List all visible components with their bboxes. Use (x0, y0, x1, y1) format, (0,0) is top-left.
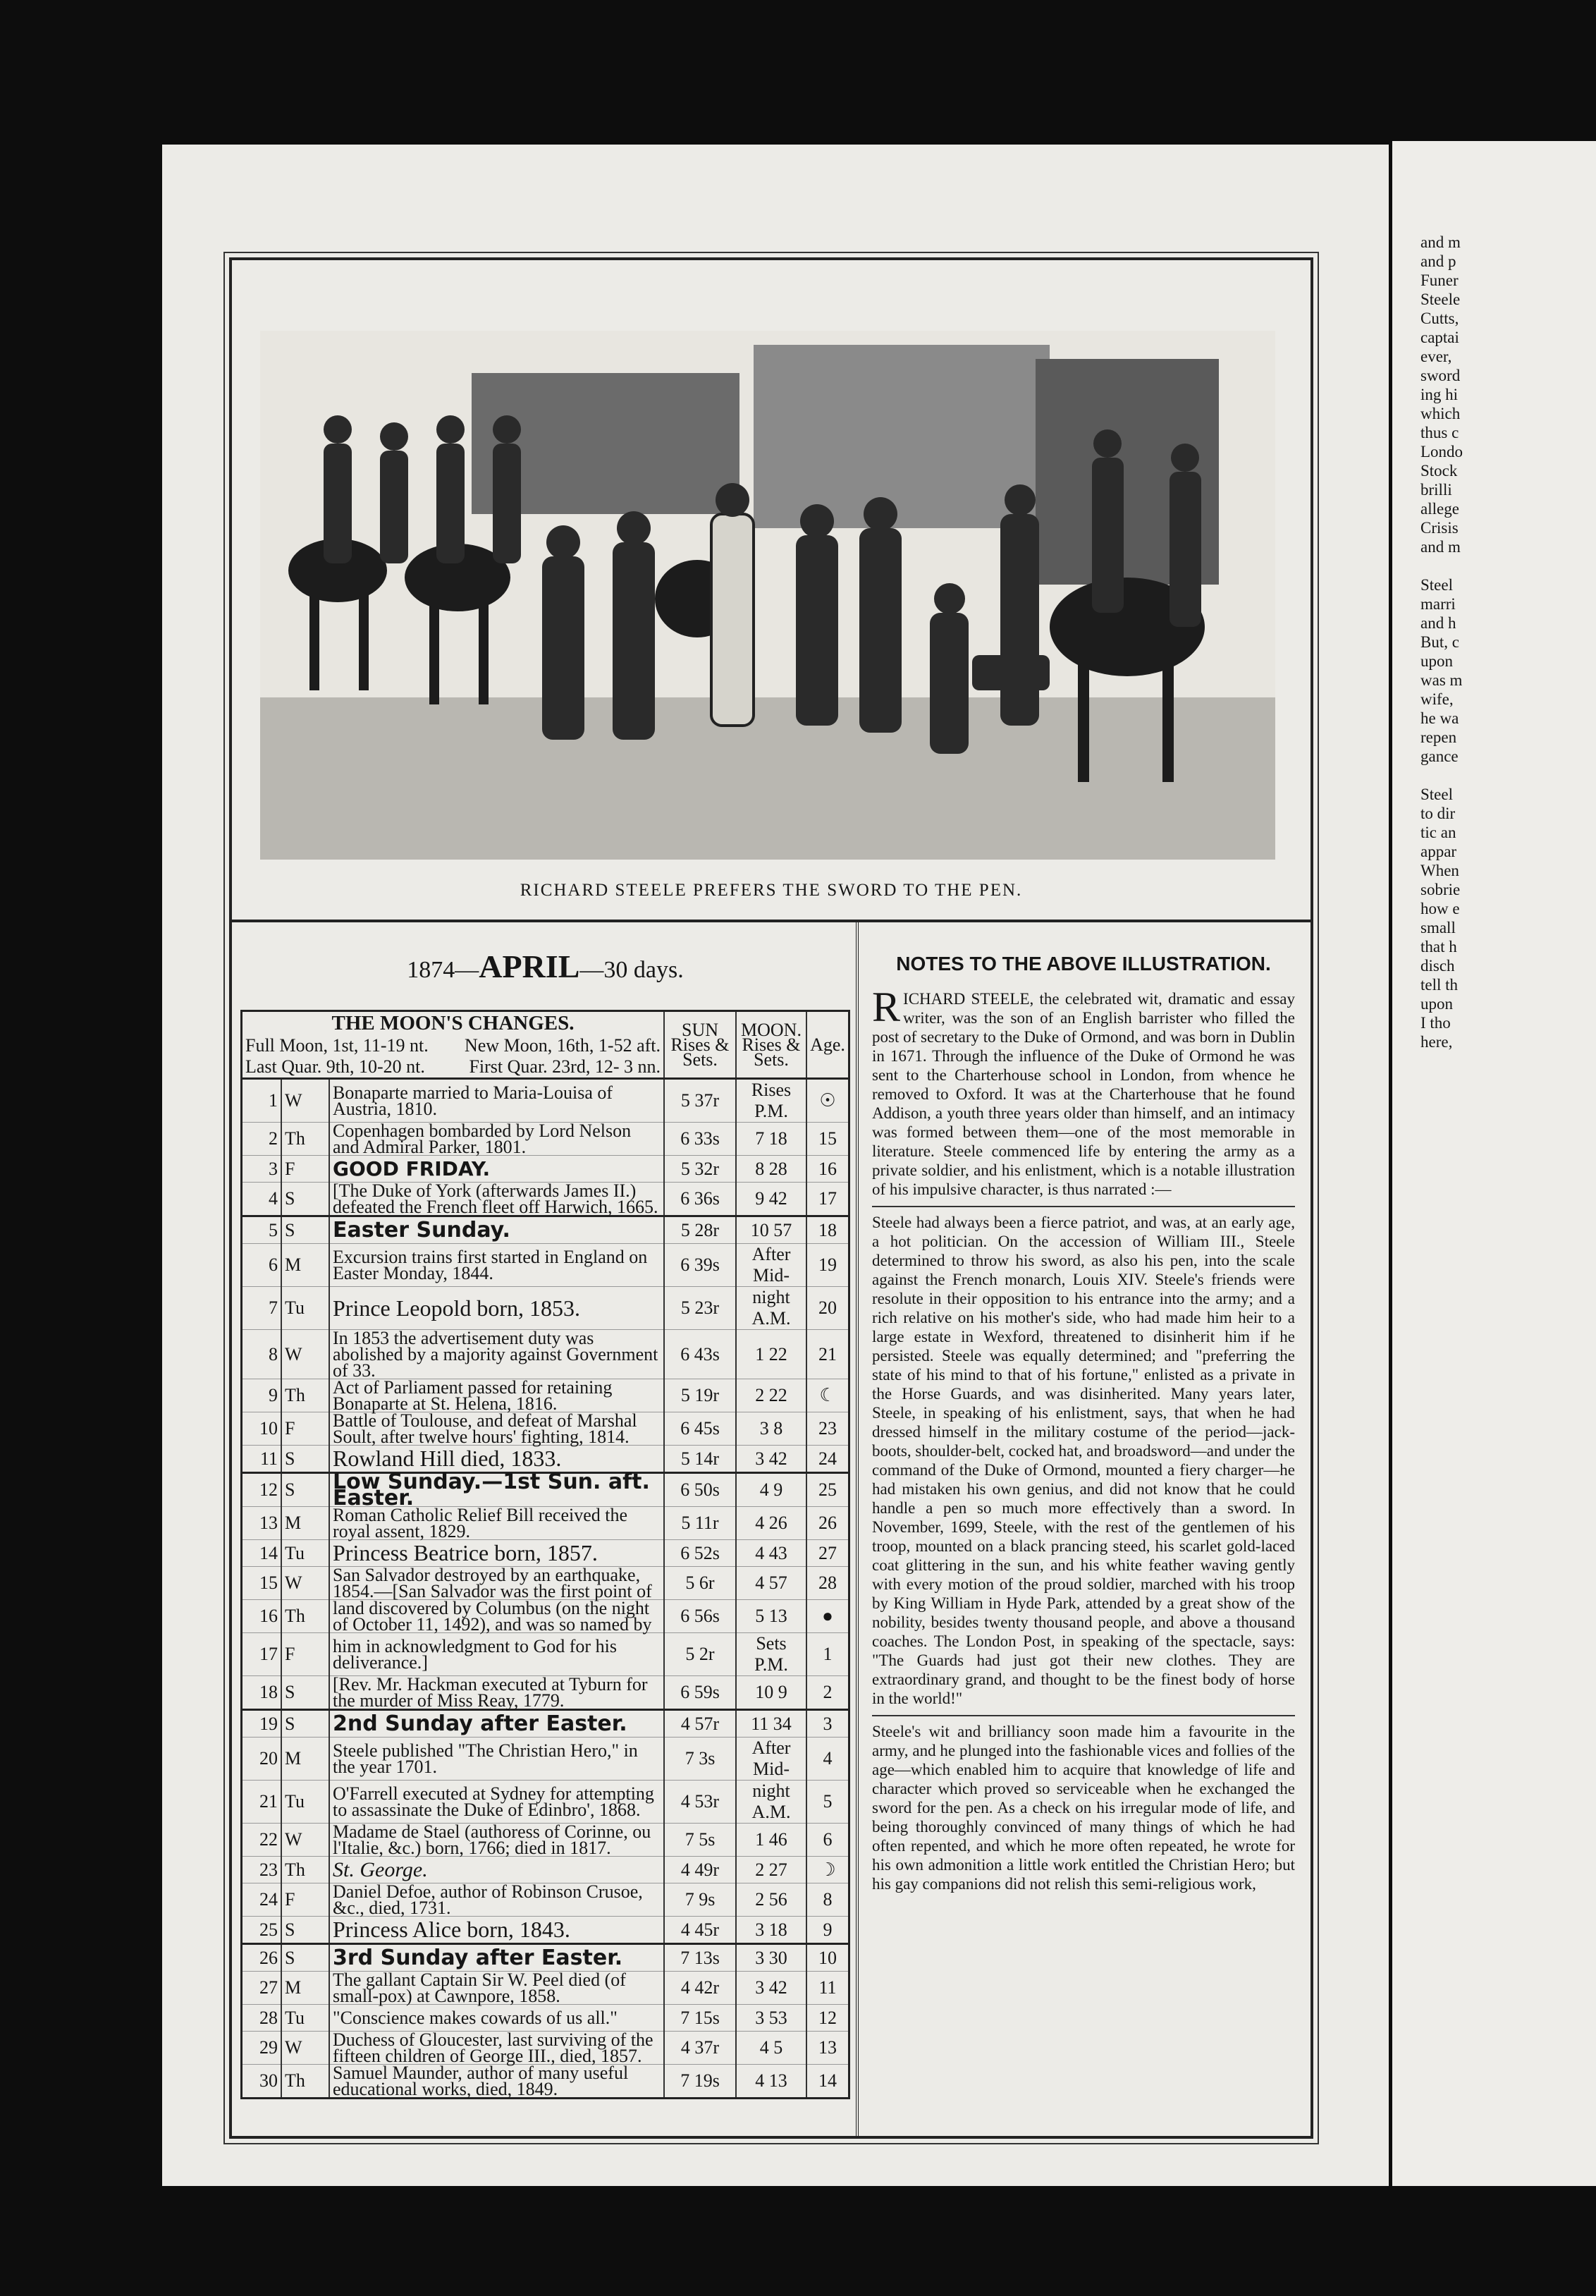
sun-time: 4 49r (664, 1857, 736, 1883)
moon-age: 20 (806, 1287, 849, 1330)
right-page-line: upon (1420, 995, 1453, 1013)
calendar-day-row (242, 2065, 849, 2099)
calendar-day-row (242, 1446, 849, 1473)
right-page-line: I tho (1420, 1014, 1451, 1032)
moon-time: 4 13 (736, 2065, 806, 2099)
sun-time: 5 32r (664, 1156, 736, 1183)
moon-age: 1 (806, 1633, 849, 1676)
calendar-day-row (242, 1540, 849, 1567)
weekday: Th (281, 1857, 329, 1883)
sun-header: SUN Rises & Sets. (664, 1011, 736, 1079)
calendar-day-row (242, 1600, 849, 1633)
day-number: 4 (242, 1183, 282, 1216)
calendar-day-row (242, 1781, 849, 1824)
weekday: F (281, 1156, 329, 1183)
right-page-line: brilli (1420, 481, 1452, 499)
weekday: S (281, 1710, 329, 1738)
moon-time: 10 9 (736, 1676, 806, 1710)
weekday: W (281, 1824, 329, 1857)
weekday: S (281, 1917, 329, 1944)
calendar-title (240, 948, 850, 985)
calendar-month: APRIL (479, 948, 580, 984)
moon-age: 10 (806, 1944, 849, 1972)
day-number: 14 (242, 1540, 282, 1567)
calendar-day-row (242, 1244, 849, 1287)
calendar-day-row (242, 1676, 849, 1710)
weekday: M (281, 1738, 329, 1781)
right-page-line: and h (1420, 614, 1456, 632)
moon-age: 25 (806, 1473, 849, 1507)
day-number: 7 (242, 1287, 282, 1330)
calendar-day-row (242, 1883, 849, 1917)
calendar-day-row (242, 1857, 849, 1883)
day-event: Bonaparte married to Maria-Louisa of Austria, 1810. (329, 1079, 664, 1123)
left-page (162, 145, 1389, 2186)
right-page-line: and m (1420, 538, 1461, 556)
moon-age: 18 (806, 1216, 849, 1244)
moon-age: 14 (806, 2065, 849, 2099)
day-number: 1 (242, 1079, 282, 1123)
day-event: Easter Sunday. (329, 1216, 664, 1244)
moon-age: 12 (806, 2005, 849, 2032)
right-page-line: upon (1420, 652, 1453, 670)
moon-changes-title: THE MOON'S CHANGES. (331, 1012, 575, 1034)
notes-section (872, 937, 1295, 1900)
day-number: 22 (242, 1824, 282, 1857)
day-event: Copenhagen bombarded by Lord Nelson and Admiral Parker, 1801. (329, 1123, 664, 1156)
day-event: Prince Leopold born, 1853. (329, 1287, 664, 1330)
sun-time: 6 36s (664, 1183, 736, 1216)
moon-age: 19 (806, 1244, 849, 1287)
day-event: Princess Alice born, 1843. (329, 1917, 664, 1944)
moon-age: 2 (806, 1676, 849, 1710)
moon-time: 3 42 (736, 1972, 806, 2005)
right-page-line: disch (1420, 957, 1455, 975)
day-number: 3 (242, 1156, 282, 1183)
moon-time: Rises P.M. (736, 1079, 806, 1123)
right-page-line: sword (1420, 367, 1461, 384)
moon-age: 6 (806, 1824, 849, 1857)
day-number: 26 (242, 1944, 282, 1972)
weekday: M (281, 1972, 329, 2005)
right-page-line: Funer (1420, 271, 1459, 289)
moon-time: 1 22 (736, 1330, 806, 1379)
sun-time: 7 5s (664, 1824, 736, 1857)
moon-time: Sets P.M. (736, 1633, 806, 1676)
sun-time: 6 45s (664, 1412, 736, 1446)
sun-time: 4 57r (664, 1710, 736, 1738)
day-event: him in acknowledgment to God for his deliverance.] (329, 1633, 664, 1676)
day-event: Roman Catholic Relief Bill received the royal assent, 1829. (329, 1507, 664, 1540)
day-number: 18 (242, 1676, 282, 1710)
sun-time: 5 23r (664, 1287, 736, 1330)
right-page-line: captai (1420, 329, 1459, 346)
sun-time: 4 42r (664, 1972, 736, 2005)
right-page-line: here, (1420, 1033, 1453, 1051)
moon-age: 16 (806, 1156, 849, 1183)
moon-time: 4 57 (736, 1567, 806, 1600)
moon-age: 3 (806, 1710, 849, 1738)
right-page-line: Steele (1420, 291, 1461, 308)
day-event: [Rev. Mr. Hackman executed at Tyburn for the murder of Miss Reay, 1779. (329, 1676, 664, 1710)
sun-time: 7 9s (664, 1883, 736, 1917)
calendar-days (242, 1079, 849, 2099)
right-page-line (1420, 766, 1463, 785)
weekday: W (281, 1567, 329, 1600)
sun-time: 5 37r (664, 1079, 736, 1123)
day-event: Princess Beatrice born, 1857. (329, 1540, 664, 1567)
weekday: Th (281, 2065, 329, 2099)
day-number: 27 (242, 1972, 282, 2005)
weekday: Th (281, 1123, 329, 1156)
moon-age: 15 (806, 1123, 849, 1156)
column-divider (856, 920, 859, 2136)
moon-time: After Mid- (736, 1738, 806, 1781)
weekday: Tu (281, 2005, 329, 2032)
calendar-section (240, 930, 850, 2099)
day-number: 8 (242, 1330, 282, 1379)
day-event: In 1853 the advertisement duty was abolished by a majority against Government of 33. (329, 1330, 664, 1379)
moon-changes-cell (242, 1011, 665, 1079)
moon-header: MOON. Rises & Sets. (736, 1011, 806, 1079)
right-page-line: small (1420, 919, 1456, 936)
right-page-text (1420, 233, 1463, 1051)
age-header: Age. (806, 1011, 849, 1079)
day-number: 19 (242, 1710, 282, 1738)
moon-time: 10 57 (736, 1216, 806, 1244)
weekday: Tu (281, 1540, 329, 1567)
day-number: 17 (242, 1633, 282, 1676)
day-number: 21 (242, 1781, 282, 1824)
day-number: 20 (242, 1738, 282, 1781)
day-event: St. George. (329, 1857, 664, 1883)
first-quarter: First Quar. 23rd, 12- 3 nn. (469, 1056, 661, 1077)
moon-age: 11 (806, 1972, 849, 2005)
calendar-day-row (242, 1287, 849, 1330)
weekday: M (281, 1244, 329, 1287)
moon-age: ☾ (806, 1379, 849, 1412)
day-number: 13 (242, 1507, 282, 1540)
sun-time: 4 37r (664, 2032, 736, 2065)
right-page-line: When (1420, 862, 1459, 879)
weekday: S (281, 1183, 329, 1216)
right-page-line: repen (1420, 728, 1457, 746)
moon-age: 21 (806, 1330, 849, 1379)
moon-age: 8 (806, 1883, 849, 1917)
right-page-line: thus c (1420, 424, 1459, 441)
new-moon: New Moon, 16th, 1-52 aft. (464, 1035, 661, 1056)
calendar-day-row (242, 1710, 849, 1738)
sun-time: 6 59s (664, 1676, 736, 1710)
moon-time: After Mid- (736, 1244, 806, 1287)
sun-time: 5 11r (664, 1507, 736, 1540)
calendar-day-row (242, 1917, 849, 1944)
sun-time: 5 14r (664, 1446, 736, 1473)
weekday: S (281, 1676, 329, 1710)
moon-time: 4 5 (736, 2032, 806, 2065)
sun-time: 6 33s (664, 1123, 736, 1156)
right-page-edge (1392, 141, 1596, 2186)
day-event: O'Farrell executed at Sydney for attempting to assassinate the Duke of Edinbro', 1868. (329, 1781, 664, 1824)
calendar-day-row (242, 1567, 849, 1600)
calendar-day-row (242, 1633, 849, 1676)
sun-time: 7 3s (664, 1738, 736, 1781)
day-number: 2 (242, 1123, 282, 1156)
calendar-day-row (242, 1183, 849, 1216)
weekday: F (281, 1633, 329, 1676)
right-page-line: ever, (1420, 348, 1452, 365)
moon-age: 9 (806, 1917, 849, 1944)
moon-age: 28 (806, 1567, 849, 1600)
sun-time: 5 2r (664, 1633, 736, 1676)
weekday: M (281, 1507, 329, 1540)
calendar-day-row (242, 2032, 849, 2065)
moon-time: 9 42 (736, 1183, 806, 1216)
sun-time: 4 53r (664, 1781, 736, 1824)
moon-age: 13 (806, 2032, 849, 2065)
sun-time: 4 45r (664, 1917, 736, 1944)
sun-time: 6 56s (664, 1600, 736, 1633)
calendar-day-row (242, 1412, 849, 1446)
moon-time: 4 9 (736, 1473, 806, 1507)
moon-changes-line1 (245, 1035, 661, 1056)
weekday: S (281, 1216, 329, 1244)
calendar-day-row (242, 1972, 849, 2005)
day-event: Battle of Toulouse, and defeat of Marshal Soult, after twelve hours' fighting, 1814. (329, 1412, 664, 1446)
day-event: San Salvador destroyed by an earthquake, 1854.—[San Salvador was the first point of (329, 1567, 664, 1600)
weekday: S (281, 1446, 329, 1473)
right-page-line: Steel (1420, 576, 1453, 594)
day-number: 6 (242, 1244, 282, 1287)
sun-time: 6 43s (664, 1330, 736, 1379)
calendar-day-row (242, 2005, 849, 2032)
sun-time: 5 19r (664, 1379, 736, 1412)
weekday: S (281, 1944, 329, 1972)
moon-time: 4 43 (736, 1540, 806, 1567)
calendar-day-row (242, 1507, 849, 1540)
right-page-line: gance (1420, 747, 1459, 765)
day-number: 12 (242, 1473, 282, 1507)
moon-age: 5 (806, 1781, 849, 1824)
day-event: Samuel Maunder, author of many useful educational works, died, 1849. (329, 2065, 664, 2099)
weekday: Tu (281, 1781, 329, 1824)
right-page-line: marri (1420, 595, 1456, 613)
day-event: "Conscience makes cowards of us all." (329, 2005, 664, 2032)
day-number: 24 (242, 1883, 282, 1917)
sun-time: 6 52s (664, 1540, 736, 1567)
day-number: 30 (242, 2065, 282, 2099)
moon-age: ● (806, 1600, 849, 1633)
weekday: W (281, 1330, 329, 1379)
day-number: 15 (242, 1567, 282, 1600)
calendar-day-row (242, 1079, 849, 1123)
right-page-line: wife, (1420, 690, 1454, 708)
calendar-days-count: —30 days. (579, 957, 684, 983)
moon-age: ☽ (806, 1857, 849, 1883)
right-page-line: that h (1420, 938, 1457, 955)
day-number: 10 (242, 1412, 282, 1446)
right-page-line: tell th (1420, 976, 1459, 994)
day-event: Duchess of Gloucester, last surviving of the fifteen children of George III., died, 1857. (329, 2032, 664, 2065)
engraving-illustration (260, 331, 1275, 860)
right-page-line: and p (1420, 252, 1456, 270)
right-page-line: Steel (1420, 786, 1453, 803)
right-page-line: which (1420, 405, 1461, 422)
moon-age: 27 (806, 1540, 849, 1567)
right-page-line: appar (1420, 843, 1457, 860)
calendar-day-row (242, 1738, 849, 1781)
day-event: Act of Parliament passed for retaining Bonaparte at St. Helena, 1816. (329, 1379, 664, 1412)
moon-changes-header (242, 1011, 849, 1079)
day-number: 25 (242, 1917, 282, 1944)
day-number: 28 (242, 2005, 282, 2032)
right-page-line: tic an (1420, 824, 1456, 841)
day-number: 16 (242, 1600, 282, 1633)
day-event: [The Duke of York (afterwards James II.) defeated the French fleet off Harwich, 1665. (329, 1183, 664, 1216)
moon-time: 11 34 (736, 1710, 806, 1738)
moon-time: 2 27 (736, 1857, 806, 1883)
day-event: The gallant Captain Sir W. Peel died (of small-pox) at Cawnpore, 1858. (329, 1972, 664, 2005)
moon-time: night A.M. (736, 1287, 806, 1330)
moon-changes-line2 (245, 1056, 661, 1077)
moon-time: 3 30 (736, 1944, 806, 1972)
calendar-day-row (242, 1330, 849, 1379)
day-number: 5 (242, 1216, 282, 1244)
day-number: 29 (242, 2032, 282, 2065)
weekday: F (281, 1883, 329, 1917)
weekday: W (281, 1079, 329, 1123)
right-page-line: Stock (1420, 462, 1458, 480)
day-event: land discovered by Columbus (on the night of October 11, 1492), and was so named by (329, 1600, 664, 1633)
right-page-line: how e (1420, 900, 1460, 917)
right-page-line: But, c (1420, 633, 1459, 651)
day-event: Excursion trains first started in England on Easter Monday, 1844. (329, 1244, 664, 1287)
right-page-line: he wa (1420, 709, 1459, 727)
moon-time: 3 53 (736, 2005, 806, 2032)
section-divider (232, 920, 1310, 922)
sun-time: 5 28r (664, 1216, 736, 1244)
day-event: Madame de Stael (authoress of Corinne, ou l'Italie, &c.) born, 1766; died in 1817. (329, 1824, 664, 1857)
day-event: Rowland Hill died, 1833. (329, 1446, 664, 1473)
day-event: Steele published "The Christian Hero," in the year 1701. (329, 1738, 664, 1781)
moon-time: 1 46 (736, 1824, 806, 1857)
sun-time: 6 39s (664, 1244, 736, 1287)
calendar-day-row (242, 1379, 849, 1412)
sun-time: 7 13s (664, 1944, 736, 1972)
right-page-line: Londo (1420, 443, 1463, 460)
day-event: Daniel Defoe, author of Robinson Crusoe, &c., died, 1731. (329, 1883, 664, 1917)
moon-time: 5 13 (736, 1600, 806, 1633)
calendar-day-row (242, 1944, 849, 1972)
moon-time: 2 56 (736, 1883, 806, 1917)
notes-paragraph-1: RICHARD STEELE, the celebrated wit, dramatic and essay writer, was the son of an English barrister who filled the post of secretary to the Duke of Ormond, and was born in Dublin in 1671. Through the influence of the Duke of Ormond he was sent to the Charterhouse school in London, from whence he removed to Oxford. It was at the Charterhouse that he found Addison, a youth three years older than himself, and an intimacy was formed between them—one of the most memorable in literature. Steele commenced life by entering the army as a private soldier, and his enlistment, which is a notable illustration of his impulsive character, is thus narrated :— (872, 984, 1295, 1198)
moon-age: 23 (806, 1412, 849, 1446)
day-number: 23 (242, 1857, 282, 1883)
calendar-day-row (242, 1824, 849, 1857)
full-moon: Full Moon, 1st, 11-19 nt. (245, 1035, 429, 1056)
moon-time: 7 18 (736, 1123, 806, 1156)
notes-paragraph-2: Steele had always been a fierce patriot, and was, at an early age, a hot politician. On the accession of William III., Steele determined to throw his sword, as also his pen, into the scale against the French monarch, Louis XIV. Steele's friends were resolute in their opposition to his entrance into the army; and a rich relative on his mother's side, who had made him heir to a large estate in Wexford, threatened to disinherit him if he persisted. Steele was equally determined; and "preferring the state of his mind to that of his fortune," enlisted as a private in the Horse Guards, and was disinherited. Many years later, Steele, in speaking of his enlistment, says, that when he had dressed himself in the military costume of the period—jack-boots, shoulder-belt, cocked hat, and broadsword—and under the command of the Duke of Ormond, mounted a fiery charger—he had mistaken his own genius, and did not know that he could handle a pen so much more effectively than a sword. In November, 1699, Steele, with the rest of the gentlemen of his troop, mounted on a black prancing steed, his scarlet gold-laced coat glittering in the sun, and his white feather waving gently with every motion of the proud soldier, marched with his troop by King William in Hyde Park, attended by a great show of the nobility, besides twenty thousand people, and above a thousand coaches. The London Post, in speaking of the spectacle, says: "The Guards had just got their new clothes. They are extraordinary grand, and thought to be the finest body of horse in the world!" (872, 1206, 1295, 1708)
weekday: Th (281, 1600, 329, 1633)
illustration-caption: RICHARD STEELE PREFERS THE SWORD TO THE PEN. (520, 881, 1023, 900)
sun-time: 6 50s (664, 1473, 736, 1507)
calendar-day-row (242, 1123, 849, 1156)
calendar-day-row (242, 1156, 849, 1183)
moon-time: 3 18 (736, 1917, 806, 1944)
notes-title: NOTES TO THE ABOVE ILLUSTRATION. (896, 953, 1271, 975)
weekday: S (281, 1473, 329, 1507)
sun-time: 7 19s (664, 2065, 736, 2099)
weekday: W (281, 2032, 329, 2065)
day-number: 9 (242, 1379, 282, 1412)
notes-paragraph-3: Steele's wit and brilliancy soon made him a favourite in the army, and he plunged into the fashionable vices and follies of the age—which enabled him to acquire that knowledge of life and character which proved so serviceable when he exchanged the sword for the pen. As a check on his irregular mode of life, and being thoroughly convinced of many things of which he had often repented, and which he more often repeated, he wrote for his own admonition a little work entitled the Christian Hero; but his gay companions did not relish this semi-religious work, (872, 1715, 1295, 1893)
weekday: Th (281, 1379, 329, 1412)
sun-time: 5 6r (664, 1567, 736, 1600)
moon-age: 4 (806, 1738, 849, 1781)
moon-age: 26 (806, 1507, 849, 1540)
moon-age: 24 (806, 1446, 849, 1473)
moon-age: 17 (806, 1183, 849, 1216)
moon-time: 3 8 (736, 1412, 806, 1446)
moon-age: ☉ (806, 1079, 849, 1123)
right-page-line: allege (1420, 500, 1459, 518)
day-event: 2nd Sunday after Easter. (329, 1710, 664, 1738)
page-frame (229, 257, 1313, 2139)
right-page-line: was m (1420, 671, 1463, 689)
day-event: 3rd Sunday after Easter. (329, 1944, 664, 1972)
day-event: Low Sunday.—1st Sun. aft. Easter. (329, 1473, 664, 1507)
moon-time: 2 22 (736, 1379, 806, 1412)
moon-time: 8 28 (736, 1156, 806, 1183)
sun-time: 7 15s (664, 2005, 736, 2032)
right-page-line (1420, 556, 1463, 575)
day-event: GOOD FRIDAY. (329, 1156, 664, 1183)
calendar-day-row (242, 1216, 849, 1244)
day-number: 11 (242, 1446, 282, 1473)
calendar-day-row (242, 1473, 849, 1507)
right-page-line: Crisis (1420, 519, 1459, 537)
moon-time: 4 26 (736, 1507, 806, 1540)
right-page-line: and m (1420, 233, 1461, 251)
right-page-line: Cutts, (1420, 310, 1459, 327)
last-quarter: Last Quar. 9th, 10-20 nt. (245, 1056, 425, 1077)
calendar-table (240, 1010, 850, 2099)
right-page-line: sobrie (1420, 881, 1461, 898)
weekday: F (281, 1412, 329, 1446)
right-page-line: to dir (1420, 805, 1456, 822)
moon-time: 3 42 (736, 1446, 806, 1473)
calendar-year: 1874— (407, 957, 479, 983)
weekday: Tu (281, 1287, 329, 1330)
right-page-line: ing hi (1420, 386, 1459, 403)
moon-time: night A.M. (736, 1781, 806, 1824)
